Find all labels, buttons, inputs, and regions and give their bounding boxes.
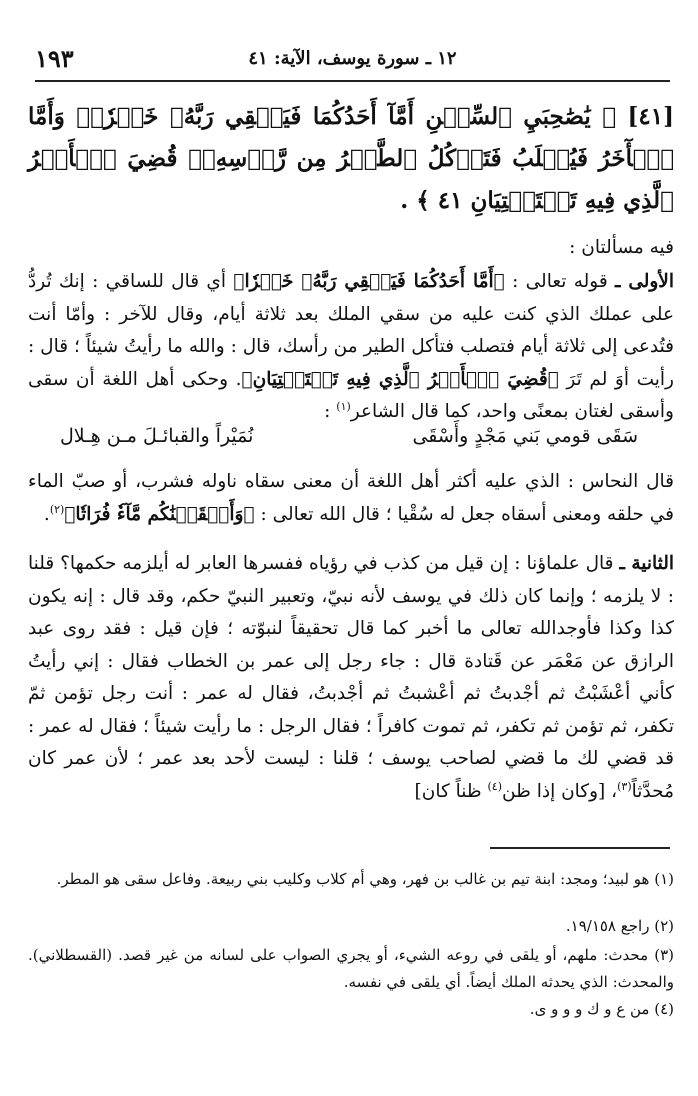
page-number: ١٩٣ (35, 44, 74, 73)
footnote-ref: (٣) (617, 779, 632, 793)
paragraph-nahhas (28, 466, 674, 531)
quran-quote: ﴿وَأَسۡقَيۡنَٰكُم مَّآءٗ فُرَاتٗا﴾ (64, 503, 255, 525)
footnote-divider (490, 847, 670, 849)
footnote-4 (28, 996, 674, 1023)
paragraph-text: . وحكى أهل اللغة أن سقى وأسقى لغتان بمعنًى واحد، كما قال الشاعر (28, 368, 674, 422)
footnote-ref: (١) (336, 399, 351, 413)
poem-verse (60, 425, 638, 459)
footnote-text: من ع و ك و و و ى. (529, 1000, 650, 1018)
footnote-text: محدث: ملهم، أو يلقى في روعه الشيء، أو يجري الصواب على لسانه من غير قصد. (القسطلاني). والمحدث: الذي يحدثه الملك أيضاً. أي يلقى في نفسه. (28, 946, 674, 991)
paragraph-text: ظناً كان] (414, 780, 488, 802)
paragraph-text: أي قال للساقي : إنك تُردُّ على عملك الذي كنت عليه من سقي الملك بعد ثلاثة أيام، وقال للآخر : وأمّا أنت فتُدعى إلى ثلاثة أيام فتصلب فتأكل الطير من رأسك، قال : والله ما رأيتُ شيئاً ؛ قال : رأيت أوَ لم تَرَ (28, 271, 674, 390)
footnote-number: (٢) (654, 917, 674, 935)
quran-verse (28, 96, 674, 222)
paragraph-text: . (43, 503, 50, 525)
section-label-first: الأولى ـ (615, 271, 675, 292)
paragraph-text: قال النحاس : الذي عليه أكثر أهل اللغة أن معنى سقاه ناوله فشرب، أو صبّ الماء في حلقه ومعنى أسقاه جعل له سُقْيا ؛ قال الله تعالى : (28, 471, 674, 525)
paragraph-text: قوله تعالى : (504, 271, 616, 292)
paragraph-text: ، [وكان إذا ظن (502, 780, 618, 802)
verse-number: [٤١] (627, 103, 675, 130)
intro-text: فيه مسألتان : (569, 237, 674, 258)
footnote-number: (١) (654, 870, 674, 888)
intro-line (28, 232, 674, 265)
quran-quote: ﴿أَمَّا أَحَدُكُمَا فَيَسۡقِي رَبَّهُۥ خَمۡرٗا﴾ (233, 271, 505, 292)
quran-quote: ﴿قُضِيَ ٱلۡأَمۡرُ ٱلَّذِي فِيهِ تَسۡتَفۡتِيَانِ﴾ (241, 368, 559, 390)
footnote-1 (28, 866, 674, 893)
footnote-ref: (٤) (487, 779, 502, 793)
running-head: ١٢ ـ سورة يوسف، الآية: ٤١ (248, 48, 457, 69)
paragraph-text: : (324, 401, 337, 422)
page-header (35, 44, 670, 82)
footnote-3 (28, 942, 674, 996)
footnote-text: هو لبيد؛ ومجد: ابنة تيم بن غالب بن فهر، وهي أم كلاب وكليب بني ربيعة. وفاعل سقى هو المطر. (56, 870, 650, 888)
verse-text: ﴿ يَٰصَٰحِبَيِ ٱلسِّجۡنِ أَمَّآ أَحَدُكُمَا فَيَسۡقِي رَبَّهُۥ خَمۡرٗاۖ وَأَمَّا ٱلۡأٓخَرُ فَيُصۡلَبُ فَتَأۡكُلُ ٱلطَّيۡرُ مِن رَّأۡسِهِۦۚ قُضِيَ ٱلۡأَمۡرُ ٱلَّذِي فِيهِ تَسۡتَفۡتِيَانِ ٤١ ﴾ . (28, 103, 674, 214)
section-first (28, 266, 674, 429)
poem-hemistich-first: سَقَى قومي بَني مَجْدٍ وأَسْقَى (412, 425, 638, 447)
footnote-text: راجع ١٩/١٥٨. (565, 917, 650, 935)
footnote-2 (28, 913, 674, 940)
poem-hemistich-second: نُمَيْراً والقبائـلَ مـن هِـلال (60, 425, 254, 447)
section-second (28, 548, 674, 808)
paragraph-text: قال علماؤنا : إن قيل من كذب في رؤياه ففسرها العابر له أيلزمه حكمها؟ قلنا : لا يلزمه ؛ وإنما كان ذلك في يوسف لأنه نبيّ، وتعبير النبيّ حكم، وقد قال : إنه يكون كذا وكذا فأوجدالله تعالى ما أخبر كما قال تحقيقاً لنبوّته ؛ فإن قيل : فقد روى عبد الرازق عن مَعْمَر عن قَتادة قال : جاء رجل إلى عمر بن الخطاب فقال : إني رأيتُ كأني أعْشَبْتُ ثم أجْدبتُ ثم أعْشبتُ ثم أجْدبتُ، فقال له عمر : أنت رجل تؤمن ثمّ تكفر، ثم تؤمن ثم تكفر، ثم تموت كافراً ؛ فقال الرجل : ما رأيت شيئاً ؛ فقال له عمر : قد قضي لك ما قضي لصاحب يوسف ؛ قلنا : ليست لأحد بعد عمر ؛ لأن عمر كان مُحدَّثاً (28, 553, 674, 802)
footnote-number: (٤) (654, 1000, 674, 1018)
section-label-second: الثانية ـ (619, 553, 674, 574)
footnote-ref: (٢) (49, 502, 65, 516)
footnote-number: (٣) (654, 946, 674, 964)
